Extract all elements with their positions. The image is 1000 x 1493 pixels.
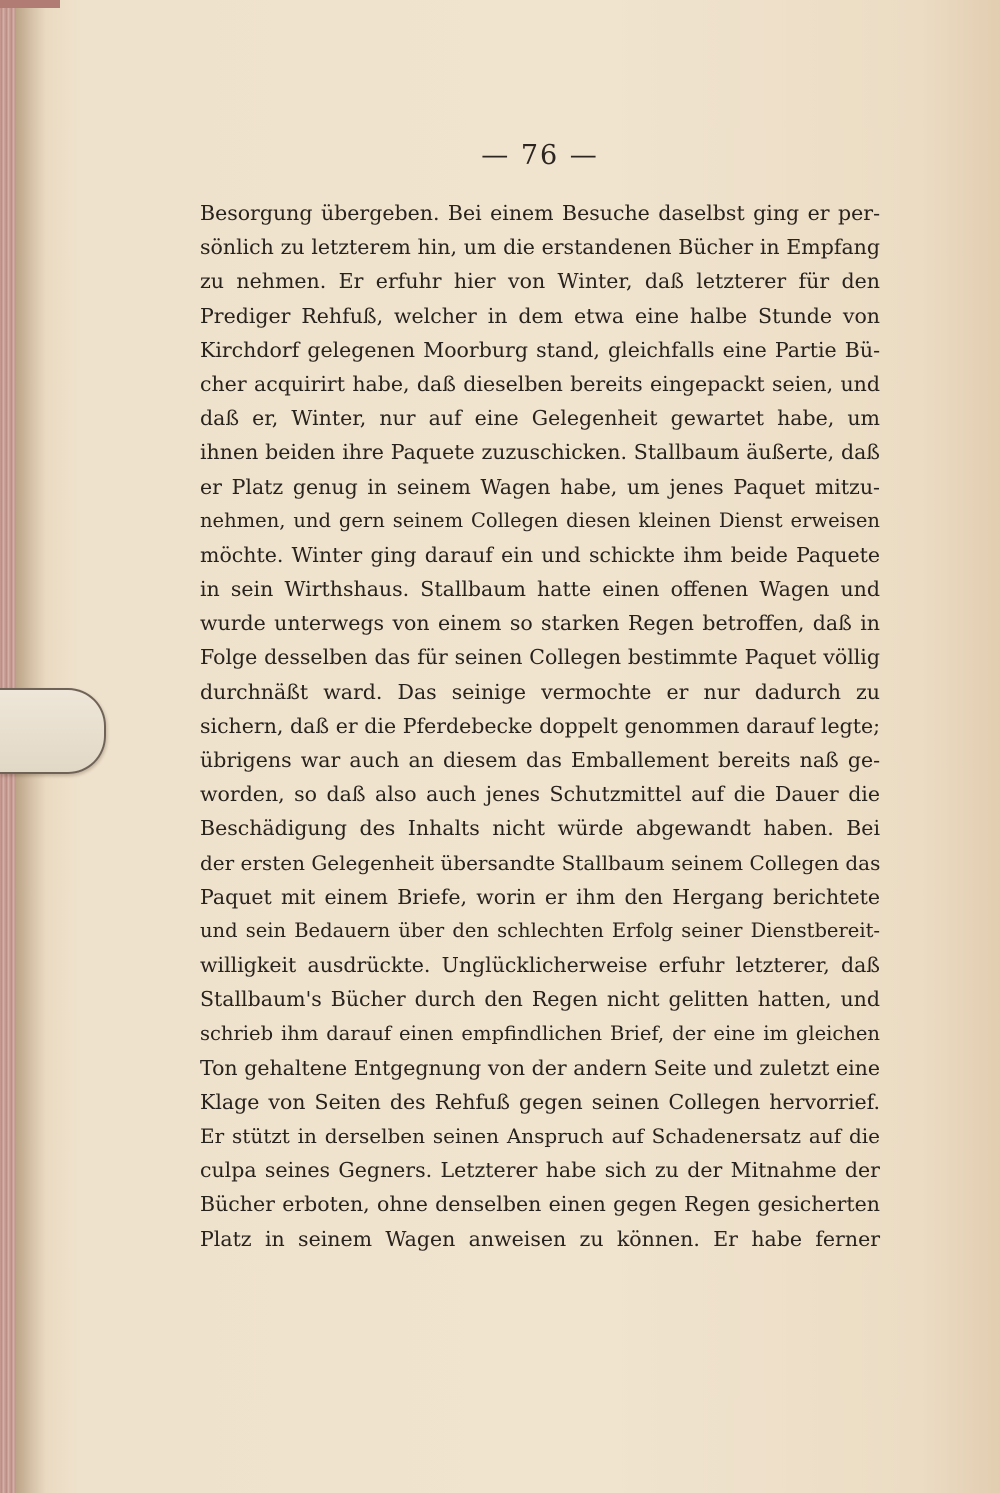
text-line: schrieb ihm darauf einen empfindlichen Brief, der eine im gleichen [200,1021,880,1045]
text-line: worden, so daß also auch jenes Schutzmittel auf die Dauer die [200,782,880,807]
text-line: Er stützt in derselben seinen Anspruch auf Schadenersatz auf die [200,1124,880,1149]
text-line: daß er, Winter, nur auf eine Gelegenheit gewartet habe, um [200,406,880,431]
text-line: sönlich zu letzterem hin, um die erstandenen Bücher in Empfang [200,235,880,260]
text-line: Stallbaum's Bücher durch den Regen nicht gelitten hatten, und [200,987,880,1012]
text-line: er Platz genug in seinem Wagen habe, um jenes Paquet mitzu- [200,474,880,499]
text-line: Kirchdorf gelegenen Moorburg stand, gleichfalls eine Partie Bü- [200,337,880,362]
text-line: nehmen, und gern seinem Collegen diesen kleinen Dienst erweisen [200,508,880,532]
text-line: und sein Bedauern über den schlechten Erfolg seiner Dienstbereit- [200,918,880,942]
text-line: willigkeit ausdrückte. Unglücklicherweise erfuhr letzterer, daß [200,953,880,978]
text-line: Prediger Rehfuß, welcher in dem etwa eine halbe Stunde von [200,303,880,328]
text-line: übrigens war auch an diesem das Emballement bereits naß ge- [200,748,880,772]
text-line: in sein Wirthshaus. Stallbaum hatte einen offenen Wagen und [200,577,880,602]
text-line: Ton gehaltene Entgegnung von der andern Seite und zuletzt eine [200,1055,880,1080]
page-corner-mark [0,0,60,8]
text-line: Bücher erboten, ohne denselben einen gegen Regen gesicherten [200,1192,880,1217]
text-line: der ersten Gelegenheit übersandte Stallbaum seinem Collegen das [200,850,881,875]
text-line: zu nehmen. Er erfuhr hier von Winter, daß letzterer für den [200,269,880,294]
text-line: Platz in seinem Wagen anweisen zu können. Er habe ferner [200,1226,880,1251]
text-line: durchnäßt ward. Das seinige vermochte er nur dadurch zu [200,679,880,704]
text-line: ihnen beiden ihre Paquete zuzuschicken. Stallbaum äußerte, daß [200,440,880,465]
page-number: — 76 — [481,140,599,171]
text-line: Besorgung übergeben. Bei einem Besuche daselbst ging er per- [200,201,880,225]
text-line: sichern, daß er die Pferdebecke doppelt genommen darauf legte; [200,713,880,738]
body-text [200,196,880,1256]
text-line: Paquet mit einem Briefe, worin er ihm den Hergang berichtete [200,884,880,909]
text-line: Folge desselben das für seinen Collegen bestimmte Paquet völlig [200,645,880,670]
text-line: cher acquirirt habe, daß dieselben bereits eingepackt seien, und [200,371,880,396]
text-line: möchte. Winter ging darauf ein und schickte ihm beide Paquete [200,542,880,567]
text-line: wurde unterwegs von einem so starken Regen betroffen, daß in [200,611,880,636]
bookmark-tab [0,688,106,774]
text-line: Klage von Seiten des Rehfuß gegen seinen Collegen hervorrief. [200,1089,880,1114]
text-line: Beschädigung des Inhalts nicht würde abgewandt haben. Bei [200,816,880,841]
text-line: culpa seines Gegners. Letzterer habe sich zu der Mitnahme der [200,1158,880,1183]
